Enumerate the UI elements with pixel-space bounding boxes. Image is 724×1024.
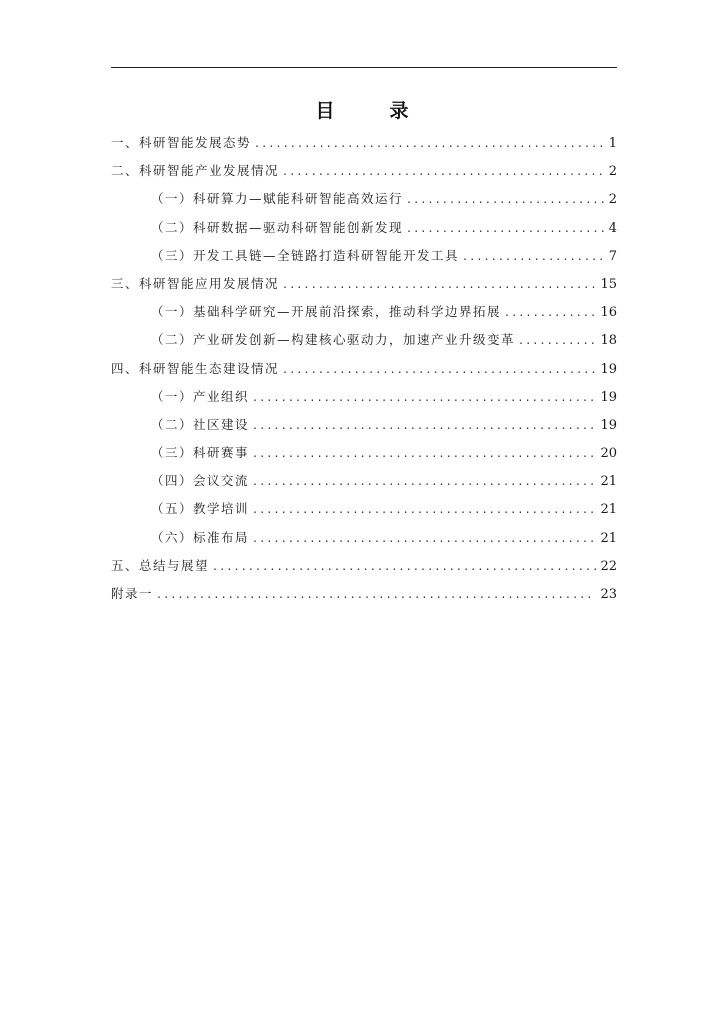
toc-entry-label: （二）科研数据—驱动科研智能创新发现 bbox=[151, 219, 404, 235]
table-of-contents bbox=[111, 129, 617, 608]
toc-entry-label: （五）教学培训 bbox=[151, 501, 250, 517]
toc-entry[interactable] bbox=[111, 355, 617, 383]
toc-entry-label: （一）科研算力—赋能科研智能高效运行 bbox=[151, 191, 404, 207]
toc-entry[interactable] bbox=[111, 495, 617, 523]
toc-entry-page: 15 bbox=[600, 276, 617, 292]
toc-entry-label: （一）产业组织 bbox=[151, 388, 250, 404]
toc-leader-dots bbox=[213, 552, 596, 580]
toc-entry-label: （二）社区建设 bbox=[151, 416, 250, 432]
toc-entry[interactable] bbox=[111, 552, 617, 580]
toc-entry[interactable] bbox=[111, 129, 617, 157]
toc-leader-dots bbox=[253, 467, 596, 495]
toc-entry-page: 2 bbox=[608, 164, 617, 180]
toc-entry-page: 7 bbox=[608, 248, 617, 264]
toc-entry[interactable] bbox=[111, 326, 617, 354]
toc-leader-dots bbox=[519, 326, 596, 354]
toc-leader-dots bbox=[407, 214, 605, 242]
toc-entry-label: 附录一 bbox=[111, 586, 154, 601]
toc-entry-page: 4 bbox=[608, 220, 617, 236]
toc-leader-dots bbox=[253, 524, 596, 552]
toc-entry-label: 三、科研智能应用发展情况 bbox=[111, 275, 280, 291]
toc-entry-label: 二、科研智能产业发展情况 bbox=[111, 163, 280, 179]
toc-entry[interactable] bbox=[111, 157, 617, 185]
toc-entry-label: 五、总结与展望 bbox=[111, 557, 210, 573]
toc-leader-dots bbox=[253, 495, 596, 523]
toc-entry-page: 19 bbox=[600, 417, 617, 433]
toc-entry-label: （三）开发工具链—全链路打造科研智能开发工具 bbox=[151, 247, 460, 263]
toc-entry[interactable] bbox=[111, 185, 617, 213]
toc-leader-dots bbox=[157, 580, 596, 608]
toc-entry-page: 21 bbox=[600, 530, 617, 546]
toc-entry-page: 19 bbox=[600, 361, 617, 377]
toc-entry-label: 四、科研智能生态建设情况 bbox=[111, 360, 280, 376]
header-rule bbox=[111, 67, 617, 68]
toc-entry[interactable] bbox=[111, 524, 617, 552]
toc-entry-page: 21 bbox=[600, 502, 617, 518]
toc-entry-label: （四）会议交流 bbox=[151, 473, 250, 489]
toc-leader-dots bbox=[283, 270, 596, 298]
toc-entry[interactable] bbox=[111, 298, 617, 326]
toc-entry-page: 21 bbox=[600, 474, 617, 490]
toc-leader-dots bbox=[463, 242, 605, 270]
toc-entry-label: （六）标准布局 bbox=[151, 529, 250, 545]
toc-entry-page: 23 bbox=[600, 587, 617, 602]
toc-entry[interactable] bbox=[111, 242, 617, 270]
toc-entry-page: 16 bbox=[600, 305, 617, 321]
toc-entry[interactable] bbox=[111, 580, 617, 608]
toc-entry[interactable] bbox=[111, 270, 617, 298]
toc-leader-dots bbox=[253, 411, 596, 439]
toc-leader-dots bbox=[407, 185, 605, 213]
toc-entry-page: 1 bbox=[608, 136, 617, 151]
toc-entry[interactable] bbox=[111, 383, 617, 411]
toc-leader-dots bbox=[283, 355, 596, 383]
toc-leader-dots bbox=[253, 439, 596, 467]
toc-entry-label: （三）科研赛事 bbox=[151, 445, 250, 461]
toc-entry[interactable] bbox=[111, 439, 617, 467]
toc-title: 目 录 bbox=[315, 100, 427, 122]
toc-entry-page: 18 bbox=[600, 333, 617, 349]
toc-entry-page: 20 bbox=[600, 446, 617, 462]
toc-entry[interactable] bbox=[111, 467, 617, 495]
toc-leader-dots bbox=[505, 298, 596, 326]
toc-leader-dots bbox=[255, 129, 605, 157]
toc-entry-label: （二）产业研发创新—构建核心驱动力，加速产业升级变革 bbox=[151, 332, 516, 348]
toc-leader-dots bbox=[283, 157, 605, 185]
toc-entry-page: 19 bbox=[600, 389, 617, 405]
toc-entry-page: 2 bbox=[608, 192, 617, 208]
toc-entry[interactable] bbox=[111, 214, 617, 242]
toc-entry-label: 一、科研智能发展态势 bbox=[111, 135, 252, 150]
toc-entry[interactable] bbox=[111, 411, 617, 439]
toc-entry-page: 22 bbox=[600, 558, 617, 574]
toc-leader-dots bbox=[253, 383, 596, 411]
toc-entry-label: （一）基础科学研究—开展前沿探索，推动科学边界拓展 bbox=[151, 304, 502, 320]
